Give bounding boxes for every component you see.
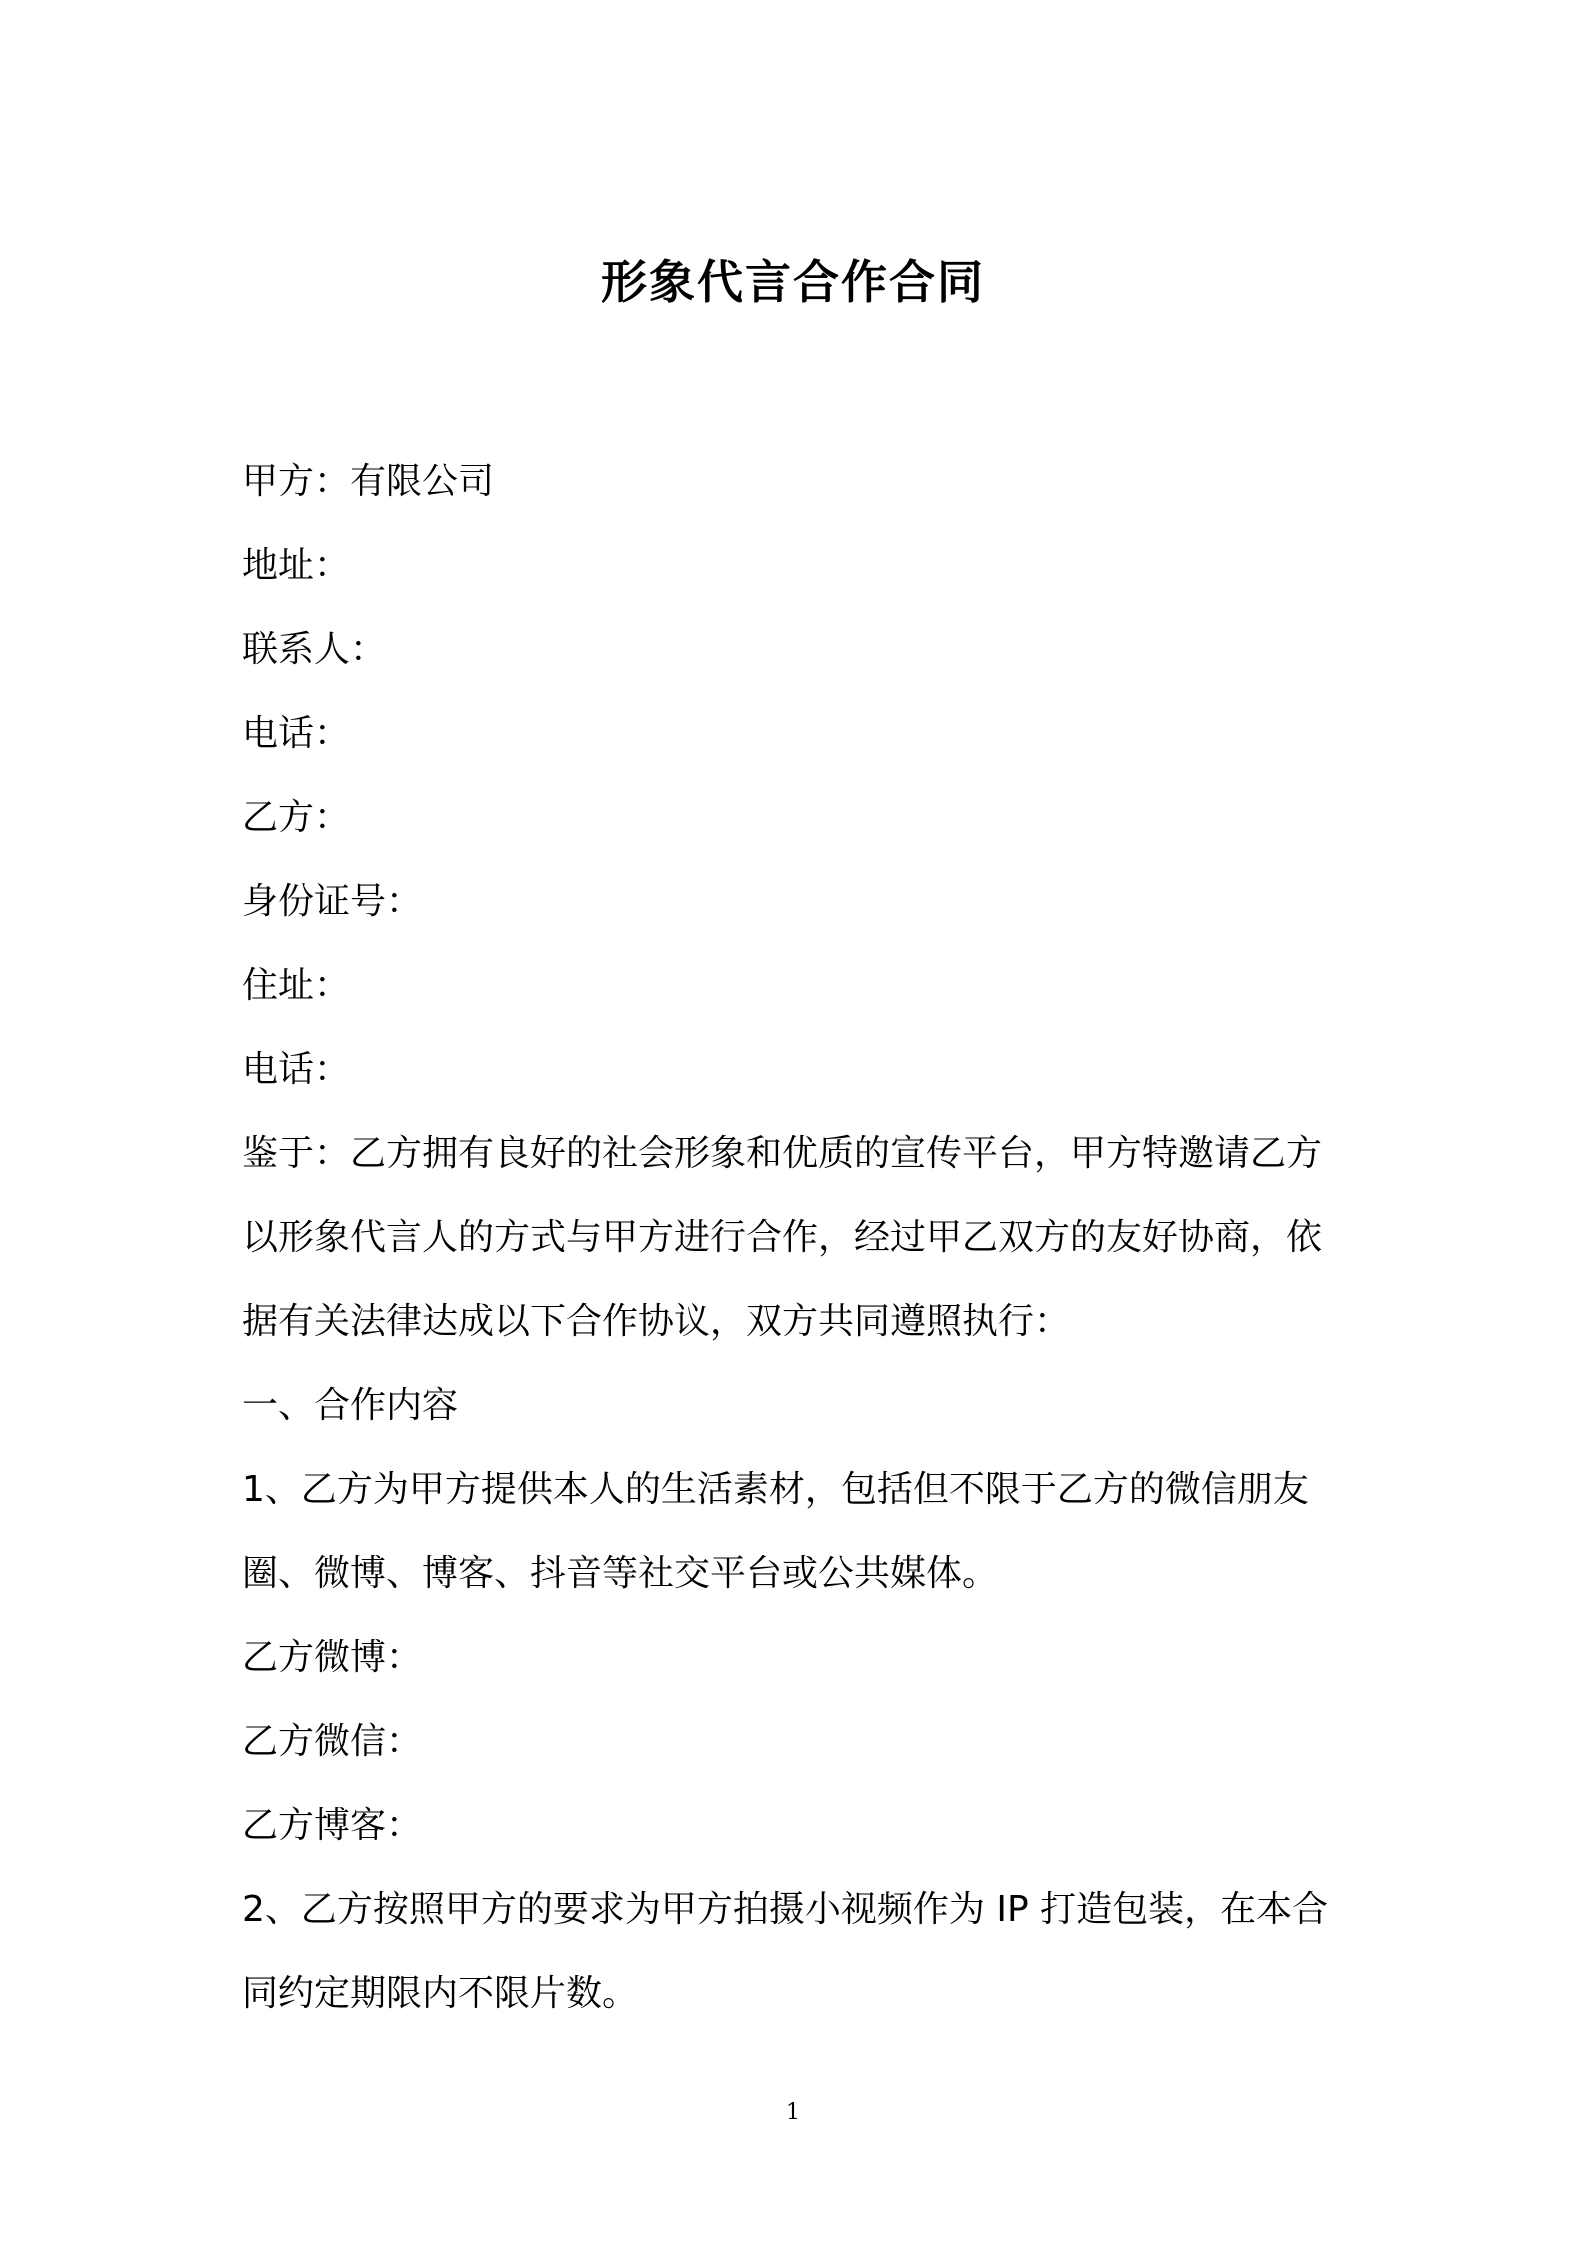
- clause-2-line-2: 同约定期限内不限片数。: [242, 1973, 639, 2014]
- party-a-address-line: 地址：: [242, 545, 351, 586]
- party-a-phone-line: 电话：: [242, 713, 351, 754]
- document-title: 形象代言合作合同: [601, 255, 985, 309]
- party-a-contact-line: 联系人：: [242, 629, 387, 670]
- preamble-line-1: 鉴于：乙方拥有良好的社会形象和优质的宣传平台，甲方特邀请乙方: [242, 1133, 1323, 1174]
- clause-1-line-1: 1、乙方为甲方提供本人的生活素材，包括但不限于乙方的微信朋友: [242, 1469, 1309, 1510]
- document-body: [242, 440, 1354, 2036]
- preamble-line-3: 据有关法律达成以下合作协议，双方共同遵照执行：: [242, 1301, 1071, 1342]
- party-b-id-line: 身份证号：: [242, 881, 423, 922]
- page-number: 1: [786, 2100, 800, 2125]
- party-b-blog-line: 乙方博客：: [242, 1805, 423, 1846]
- party-b-address-line: 住址：: [242, 965, 351, 1006]
- clause-2-line-1: 2、乙方按照甲方的要求为甲方拍摄小视频作为 IP 打造包装，在本合: [242, 1889, 1329, 1930]
- clause-1-line-2: 圈、微博、博客、抖音等社交平台或公共媒体。: [242, 1553, 999, 1594]
- party-b-weibo-line: 乙方微博：: [242, 1637, 423, 1678]
- preamble-line-2: 以形象代言人的方式与甲方进行合作，经过甲乙双方的友好协商，依: [242, 1217, 1323, 1258]
- party-a-line: 甲方：有限公司: [242, 461, 495, 502]
- party-b-wechat-line: 乙方微信：: [242, 1721, 423, 1762]
- party-b-line: 乙方：: [242, 797, 351, 838]
- party-b-phone-line: 电话：: [242, 1049, 351, 1090]
- section-heading-cooperation: 一、合作内容: [242, 1385, 459, 1426]
